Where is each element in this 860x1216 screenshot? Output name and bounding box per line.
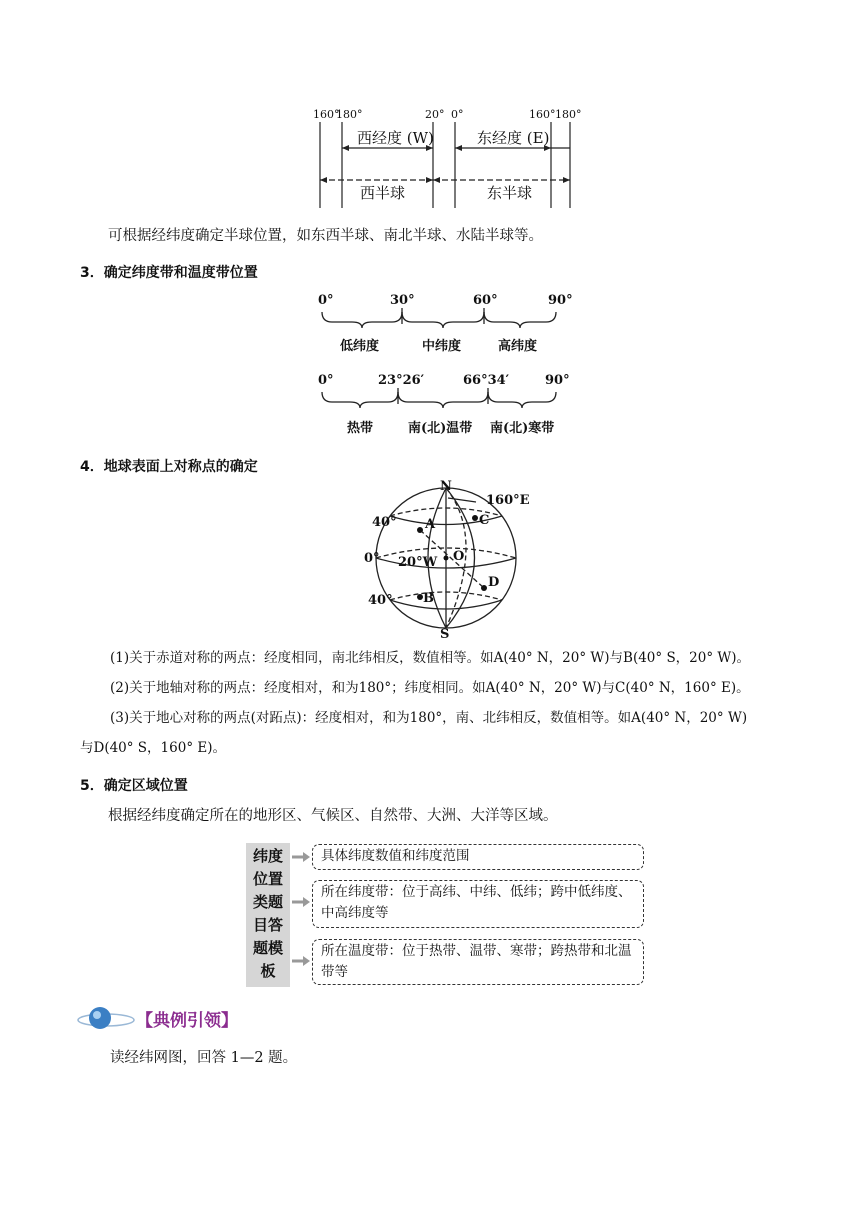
lat-40s-label: 40° (368, 593, 393, 608)
point-a-dot (417, 527, 423, 533)
heading-5: 5．确定区域位置 (80, 778, 188, 794)
point-d-label: D (488, 575, 500, 590)
lon-160e-label: 160°E (486, 493, 530, 508)
lat-40n-label: 40° (372, 515, 397, 530)
zone-label: 热带 (347, 421, 374, 436)
lat-label: 0° (318, 293, 334, 308)
arrow-icon (292, 897, 310, 907)
point-c-dot (472, 515, 478, 521)
lat-label: 66°34′ (463, 373, 510, 388)
latitude-band-diagram (310, 290, 580, 360)
zone-label: 南(北)温带 (408, 421, 473, 436)
point-c-label: C (479, 513, 490, 528)
lat-label: 90° (548, 293, 573, 308)
north-label: N (440, 479, 452, 494)
west-longitude-label: 西经度 (W) (357, 129, 434, 147)
point-b-label: B (423, 591, 434, 606)
west-hemisphere-label: 西半球 (360, 184, 406, 202)
south-label: S (440, 627, 450, 640)
lat-label: 30° (390, 293, 415, 308)
lon-label: 180° (555, 108, 582, 121)
arrow-icon (292, 852, 310, 862)
template-box-temperature-zone: 所在温度带：位于热带、温带、寒带；跨热带和北温带等 (312, 939, 644, 985)
zone-label: 南(北)寒带 (490, 421, 555, 436)
band-label: 低纬度 (340, 339, 380, 354)
lat-label: 0° (318, 373, 334, 388)
lon-label: 180° (336, 108, 363, 121)
east-longitude-label: 东经度 (E) (477, 129, 550, 147)
symmetry-line-1: (1)关于赤道对称的两点：经度相同，南北纬相反，数值相等。如A(40° N，20° W)与B(40° S，20° W)。 (110, 650, 751, 666)
lon-label: 0° (451, 108, 464, 121)
lat-label: 60° (473, 293, 498, 308)
region-paragraph: 根据经纬度确定所在的地形区、气候区、自然带、大洲、大洋等区域。 (108, 808, 558, 824)
globe-logo-icon (76, 1004, 138, 1032)
symmetry-line-3: (3)关于地心对称的两点(对跖点)：经度相对，和为180°，南、北纬相反，数值相等。如A(40° N，20° W) (110, 710, 748, 726)
lat-label: 23°26′ (378, 373, 425, 388)
template-box-latitude-band: 所在纬度带：位于高纬、中纬、低纬；跨中低纬度、中高纬度等 (312, 880, 644, 928)
template-box-latitude-value: 具体纬度数值和纬度范围 (312, 844, 644, 870)
temperature-zone-diagram (310, 368, 580, 440)
lon-label: 20° (425, 108, 445, 121)
lon-20w-label: 20°W (398, 555, 438, 570)
center-dot (444, 556, 449, 561)
center-label: O (453, 549, 465, 564)
band-label: 高纬度 (498, 339, 538, 354)
east-hemisphere-label: 东半球 (487, 184, 533, 202)
symmetry-line-2: (2)关于地轴对称的两点：经度相对，和为180°；纬度相同。如A(40° N，20° W)与C(40° N，160° E)。 (110, 680, 750, 696)
template-label: 纬度 位置 类题 目答 题模 板 (246, 843, 290, 987)
point-d-dot (481, 585, 487, 591)
point-a-label: A (425, 517, 436, 532)
example-intro: 读经纬网图，回答 1—2 题。 (110, 1050, 298, 1066)
symmetry-line-3-cont: 与D(40° S，160° E)。 (80, 740, 226, 756)
globe-diagram (358, 478, 533, 640)
heading-3: 3．确定纬度带和温度带位置 (80, 265, 258, 281)
hemisphere-paragraph: 可根据经纬度确定半球位置，如东西半球、南北半球、水陆半球等。 (108, 228, 543, 244)
lon-label: 160° (313, 108, 340, 121)
hemisphere-diagram (305, 100, 590, 210)
arrow-icon (292, 956, 310, 966)
band-label: 中纬度 (422, 339, 462, 354)
heading-4: 4．地球表面上对称点的确定 (80, 459, 258, 475)
example-guide-title: 【典例引领】 (136, 1011, 238, 1031)
lon-label: 160° (529, 108, 556, 121)
lat-label: 90° (545, 373, 570, 388)
equator-label: 0° (364, 551, 380, 566)
